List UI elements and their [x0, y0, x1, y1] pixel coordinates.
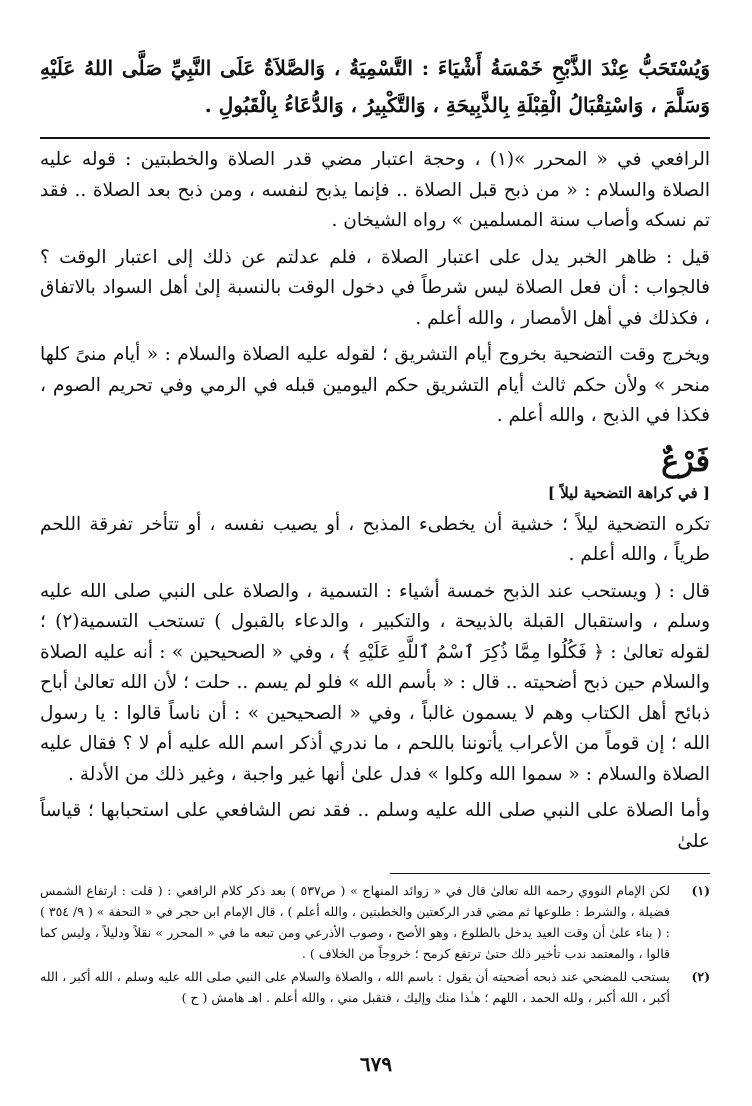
footnote	[40, 880, 710, 964]
paragraph: قال : ( ويستحب عند الذبح خمسة أشياء : التسمية ، والصلاة على النبي صلى الله عليه وسلم ، واستقبال القبلة بالذبيحة ، والتكبير ، والدعاء بالقبول ) تستحب التسمية(٢) ؛ لقوله تعالىٰ : ﴿ فَكُلُوا مِمَّا ذُكِرَ ٱسْمُ ٱللَّهِ عَلَيْهِ ﴾ ، وفي « الصحيحين » : أنه عليه الصلاة والسلام حين ذبح أضحيته .. قال : « بأسم الله » فلو لم يسم .. حلت ؛ لأن الله تعالىٰ أباح ذبائح أهل الكتاب وهم لا يسمون غالباً ، وفي « الصحيحين » : أن ناساً قالوا : يا رسول الله ؛ إن قوماً من الأعراب يأتوننا باللحم ، ما ندري أذكر اسم الله عليه أم لا ؟ فقال عليه الصلاة والسلام : « سموا الله وكلوا » فدل علىٰ أنها غير واجبة ، وغير ذلك من الأدلة .	[40, 580, 711, 785]
section-heading	[40, 442, 710, 504]
footnote-number: (٢)	[691, 969, 710, 984]
paragraph: قيل : ظاهر الخبر يدل على اعتبار الصلاة ، فلم عدلتم عن ذلك إلى اعتبار الوقت ؟ فالجواب : أن فعل الصلاة ليس شرطاً في دخول الوقت بالنسبة إلىٰ أهل السواد بالاتفاق ، فكذلك في أهل الأمصار ، والله أعلم .	[40, 246, 710, 329]
footnote	[40, 966, 710, 1008]
paragraph: تكره التضحية ليلاً ؛ خشية أن يخطىء المذبح ، أو يصيب نفسه ، أو تتأخر تفرقة اللحم طرياً ، والله أعلم .	[40, 513, 710, 565]
footnote-number: (١)	[691, 883, 710, 898]
heading-subtitle: [ في كراهة التضحية ليلاً ]	[547, 483, 710, 502]
footnote-divider	[390, 873, 710, 874]
commentary-body	[40, 145, 710, 863]
footnote-text: يستحب للمضحي عند ذبحه أضحيته أن يقول : باسم الله ، والصلاة والسلام على النبي صلى الله عليه وسلم ، الله أكبر ، الله أكبر ، الله أكبر ، ولله الحمد ، اللهم ؛ هـٰذا منك وإليك ، فتقبل مني ، والله أعلم . اهـ هامش ( ح )	[40, 969, 670, 1005]
paragraph: وأما الصلاة على النبي صلى الله عليه وسلم .. فقد نص الشافعي على استحبابها ؛ قياساً علىٰ	[40, 800, 710, 852]
heading-title: فَرْعٌ	[661, 443, 710, 479]
paragraph: ويخرج وقت التضحية بخروج أيام التشريق ؛ لقوله عليه الصلاة والسلام : « أيام منىً كلها منحر » ولأن حكم ثالث أيام التشريق حكم اليومين قبله في الرمي وفي تحريم الصوم ، فكذا في الذبح ، والله أعلم .	[40, 344, 710, 426]
footnote-text: لكن الإمام النووي رحمه الله تعالىٰ قال في « زوائد المنهاج » ( ص٥٣٧ ) بعد ذكر كلام الرافعي : ( قلت : ارتفاع الشمس فضيلة ، والشرط : طلوعها ثم مضي قدر الركعتين والخطبتين ، والله أعلم ) ، قال الإمام ابن حجر في « التحفة » ( ٩/ ٣٥٤ ) : ( بناء علىٰ أن وقت العيد يدخل بالطلوع ، وهو الأصح ، وصوب الأذرعي ومن تبعه ما في « المحرر » نقلاً ودليلاً ، وليس كما قالوا ، والمعتمد ندب تأخير ذلك حتىٰ ترتفع كرمح ؛ خروجاً من الخلاف ) .	[40, 883, 671, 961]
matn-divider	[40, 137, 710, 139]
matn-text: وَيُسْتَحَبُّ عِنْدَ الذَّبْحِ خَمْسَةُ أَشْيَاءَ : التَّسْمِيَةُ ، وَالصَّلاَةُ عَلَى النَّبِيِّ صَلَّى اللهُ عَلَيْهِ وَسَلَّمَ ، وَاسْتِقْبَالُ الْقِبْلَةِ بِالذَّبِيحَةِ ، وَالتَّكْبِيرُ ، وَالدُّعَاءُ بِالْقَبُولِ .	[40, 56, 710, 117]
page-number: ٦٧٩	[359, 1052, 393, 1076]
footnotes	[40, 880, 710, 1010]
paragraph: الرافعي في « المحرر »(١) ، وحجة اعتبار مضي قدر الصلاة والخطبتين : قوله عليه الصلاة والسلام : « من ذبح قبل الصلاة .. فإنما يذبح لنفسه ، ومن ذبح بعد الصلاة .. فقد تم نسكه وأصاب سنة المسلمين » رواه الشيخان .	[40, 149, 710, 231]
